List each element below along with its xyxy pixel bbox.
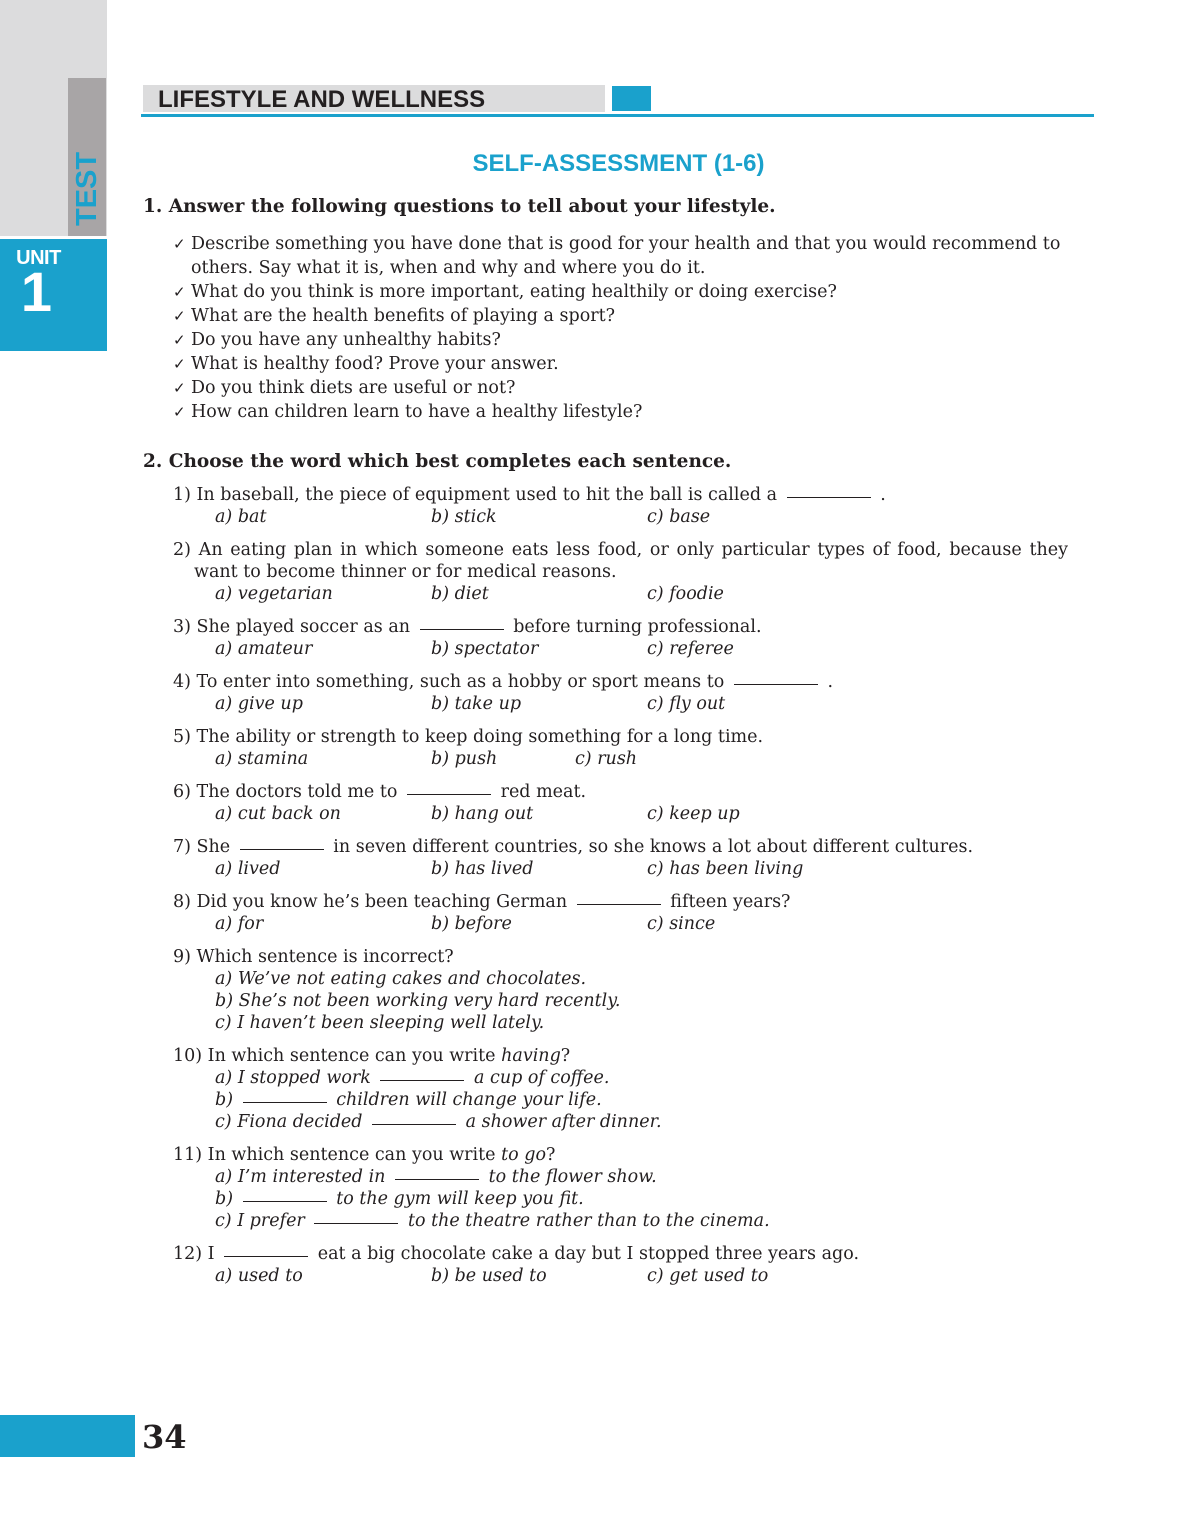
sidebar-test-label: TEST	[71, 151, 103, 226]
option-b[interactable]: b) She’s not been working very hard recently.	[215, 991, 621, 1011]
answer-blank[interactable]	[243, 1201, 327, 1202]
list-item: ✓ What are the health benefits of playing a sport?	[173, 306, 616, 326]
option-b[interactable]: b) spectator	[431, 639, 539, 659]
list-item: ✓ What is healthy food? Prove your answer.	[173, 354, 559, 374]
check-icon: ✓	[173, 283, 186, 301]
task2-heading: 2. Choose the word which best completes each sentence.	[143, 451, 732, 472]
list-item: ✓ Do you have any unhealthy habits?	[173, 330, 501, 350]
question-12: 12) I eat a big chocolate cake a day but I stopped three years ago. a) used to b) be used to c) get used to	[173, 1244, 860, 1286]
list-item: ✓ Do you think diets are useful or not?	[173, 378, 516, 398]
option-c[interactable]: c) base	[647, 507, 711, 527]
answer-blank[interactable]	[314, 1223, 398, 1224]
question-5: 5) The ability or strength to keep doing something for a long time. a) stamina b) push c) rush	[173, 727, 764, 769]
option-a[interactable]: a) I stopped work a cup of coffee.	[215, 1068, 610, 1088]
header-title: LIFESTYLE AND WELLNESS	[158, 86, 486, 113]
page-number: 34	[142, 1418, 187, 1456]
answer-blank[interactable]	[380, 1080, 464, 1081]
answer-blank[interactable]	[240, 849, 324, 850]
answer-blank[interactable]	[787, 497, 871, 498]
question-9: 9) Which sentence is incorrect? a) We’ve not eating cakes and chocolates. b) She’s not been working very hard recently. c) I haven’t been sleeping well lately.	[173, 946, 1068, 1034]
answer-blank[interactable]	[395, 1179, 479, 1180]
option-c[interactable]: c) Fiona decided a shower after dinner.	[215, 1112, 662, 1132]
option-b[interactable]: b) children will change your life.	[215, 1090, 602, 1110]
option-c[interactable]: c) keep up	[647, 804, 740, 824]
question-3: 3) She played soccer as an before turning professional. a) amateur b) spectator c) referee	[173, 617, 762, 659]
answer-blank[interactable]	[224, 1256, 308, 1257]
page-title: SELF-ASSESSMENT (1-6)	[472, 150, 765, 177]
unit-label: UNIT	[16, 247, 61, 269]
option-a[interactable]: a) stamina	[215, 749, 309, 769]
question-8: 8) Did you know he’s been teaching German fifteen years? a) for b) before c) since	[173, 892, 791, 934]
option-b[interactable]: b) before	[431, 914, 512, 934]
question-7: 7) She in seven different countries, so she knows a lot about different cultures. a) lived b) has lived c) has been living	[173, 837, 974, 879]
question-4: 4) To enter into something, such as a hobby or sport means to . a) give up b) take up c) fly out	[173, 672, 834, 714]
list-item: ✓ Describe something you have done that is good for your health and that you would recommend to others. Say what it is, when and why and where you do it.	[173, 234, 1061, 278]
check-icon: ✓	[173, 379, 186, 397]
task1-heading: 1. Answer the following questions to tell about your lifestyle.	[143, 196, 776, 217]
list-item: ✓ What do you think is more important, eating healthily or doing exercise?	[173, 282, 837, 302]
check-icon: ✓	[173, 307, 186, 325]
option-a[interactable]: a) bat	[215, 507, 267, 527]
unit-number: 1	[20, 260, 53, 323]
option-b[interactable]: b) hang out	[431, 804, 534, 824]
option-c[interactable]: c) I prefer to the theatre rather than to the cinema.	[215, 1211, 770, 1231]
option-c[interactable]: c) referee	[647, 639, 734, 659]
question-6: 6) The doctors told me to red meat. a) cut back on b) hang out c) keep up	[173, 782, 740, 824]
option-c[interactable]: c) get used to	[647, 1266, 769, 1286]
answer-blank[interactable]	[372, 1124, 456, 1125]
option-a[interactable]: a) amateur	[215, 639, 313, 659]
header-rule	[141, 114, 1094, 117]
sidebar-unit-badge	[0, 239, 107, 351]
option-a[interactable]: a) lived	[215, 859, 281, 879]
list-item: ✓ How can children learn to have a healthy lifestyle?	[173, 402, 643, 422]
option-b[interactable]: b) take up	[431, 694, 522, 714]
option-a[interactable]: a) We’ve not eating cakes and chocolates.	[215, 969, 587, 989]
question-2: 2) An eating plan in which someone eats less food, or only particular types of food, because they want to become thinner or for medical reasons. a) vegetarian b) diet c) foodie	[173, 540, 1068, 604]
option-a[interactable]: a) for	[215, 914, 264, 934]
answer-blank[interactable]	[407, 794, 491, 795]
option-c[interactable]: c) foodie	[647, 584, 724, 604]
task1-question-list	[173, 232, 1068, 424]
check-icon: ✓	[173, 355, 186, 373]
answer-blank[interactable]	[420, 629, 504, 630]
answer-blank[interactable]	[734, 684, 818, 685]
option-c[interactable]: c) fly out	[647, 694, 726, 714]
option-b[interactable]: b) stick	[431, 507, 497, 527]
option-c[interactable]: c) rush	[575, 749, 638, 769]
option-b[interactable]: b) has lived	[431, 859, 534, 879]
option-a[interactable]: a) cut back on	[215, 804, 341, 824]
option-a[interactable]: a) vegetarian	[215, 584, 333, 604]
question-10: 10) In which sentence can you write having? a) I stopped work a cup of coffee. b) children will change your life. c) Fiona decided a shower after dinner.	[173, 1045, 1068, 1133]
option-b[interactable]: b) be used to	[431, 1266, 547, 1286]
option-a[interactable]: a) used to	[215, 1266, 303, 1286]
answer-blank[interactable]	[243, 1102, 327, 1103]
option-a[interactable]: a) give up	[215, 694, 303, 714]
option-c[interactable]: c) since	[647, 914, 716, 934]
question-11: 11) In which sentence can you write to go? a) I’m interested in to the flower show. b) to the gym will keep you fit. c) I prefer to the theatre rather than to the cinema.	[173, 1144, 1068, 1232]
check-icon: ✓	[173, 331, 186, 349]
footer-bar	[0, 1415, 135, 1457]
option-b[interactable]: b) push	[431, 749, 498, 769]
option-c[interactable]: c) has been living	[647, 859, 804, 879]
check-icon: ✓	[173, 403, 186, 421]
question-1: 1) In baseball, the piece of equipment used to hit the ball is called a . a) bat b) stick c) base	[173, 485, 886, 527]
header-accent-square	[612, 86, 651, 111]
option-c[interactable]: c) I haven’t been sleeping well lately.	[215, 1013, 545, 1033]
task2-question-list	[173, 484, 1068, 1298]
option-a[interactable]: a) I’m interested in to the flower show.	[215, 1167, 657, 1187]
option-b[interactable]: b) to the gym will keep you fit.	[215, 1189, 584, 1209]
check-icon: ✓	[173, 235, 186, 253]
option-b[interactable]: b) diet	[431, 584, 489, 604]
answer-blank[interactable]	[577, 904, 661, 905]
